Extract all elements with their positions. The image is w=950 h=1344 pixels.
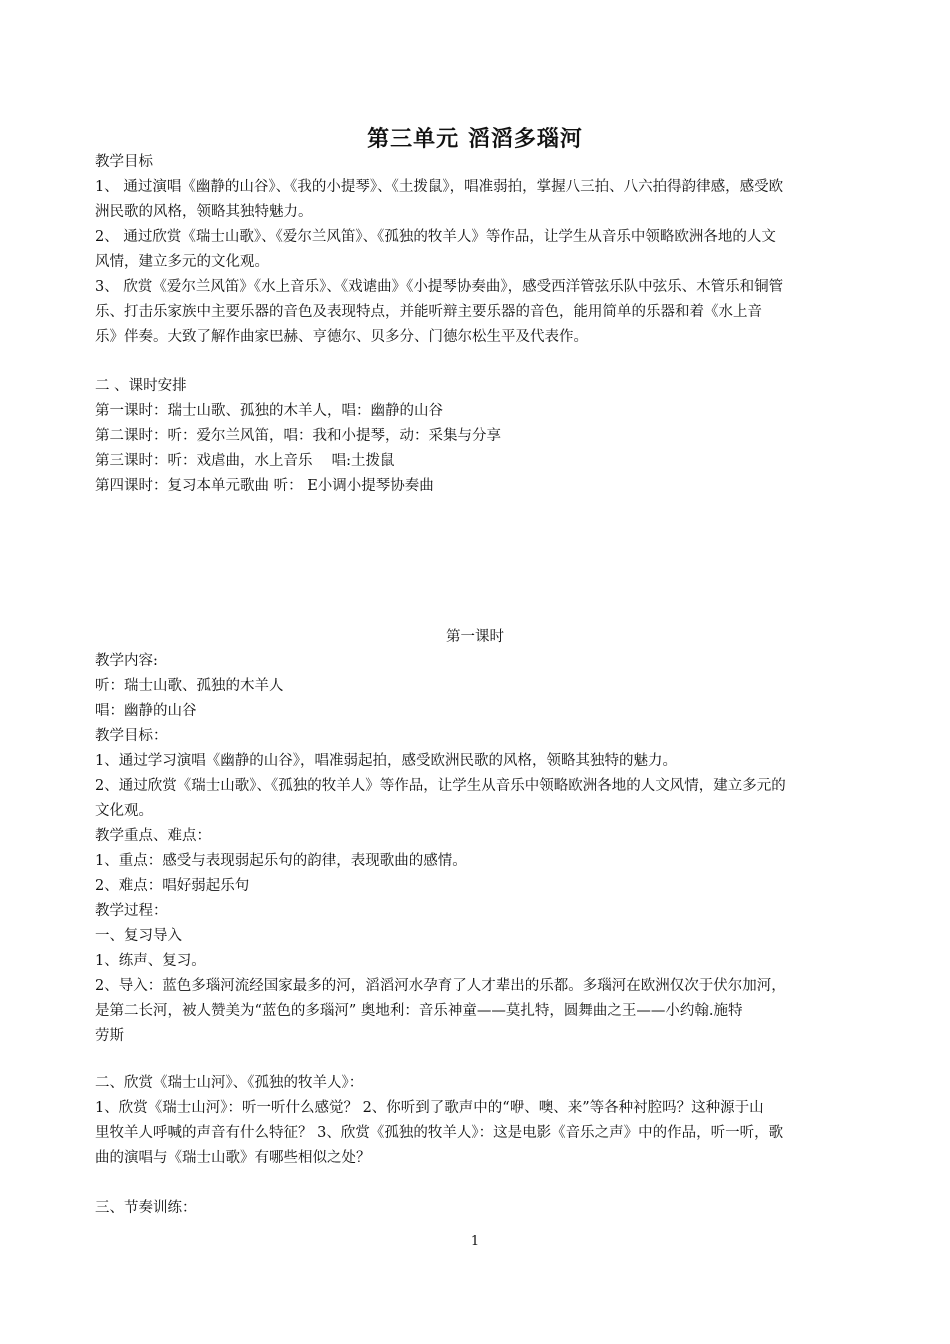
goal-1-line-1: 1、 通过演唱《幽静的山谷》、《我的小提琴》、《土拨鼠》，唱准弱拍，掌握八三拍、八六拍得韵律感，感受欧: [95, 179, 784, 195]
goal-1-line-2: 洲民歌的风格，领略其独特魅力。: [95, 204, 313, 220]
schedule-item: 第三课时：听：戏虐曲，水上音乐 唱:土拨鼠: [95, 453, 395, 469]
lesson-line: 2、导入：蓝色多瑙河流经国家最多的河，滔滔河水孕育了人才辈出的乐都。多瑙河在欧洲仅次于伏尔加河，: [95, 978, 786, 994]
section-2-line: 1、欣赏《瑞士山河》：听一听什么感觉？ 2、你听到了歌声中的“咿、噢、来”等各种衬腔吗？这种源于山: [95, 1100, 764, 1116]
schedule-item: 第四课时：复习本单元歌曲 听： E小调小提琴协奏曲: [95, 478, 434, 494]
lesson-line: 文化观。: [95, 803, 153, 819]
lesson-line: 1、重点：感受与表现弱起乐句的韵律，表现歌曲的感情。: [95, 853, 467, 869]
schedule-heading: 二 、课时安排: [95, 378, 187, 394]
lesson-1-body: [95, 649, 865, 1049]
section-2: [95, 1071, 865, 1171]
lesson-line: 是第二长河，被人赞美为“蓝色的多瑙河” 奥地利：音乐神童——莫扎特，圆舞曲之王——小约翰.施特: [95, 1003, 743, 1019]
goals-heading: 教学目标: [95, 154, 153, 170]
section-2-heading: 二、欣赏《瑞士山河》、《孤独的牧羊人》：: [95, 1075, 364, 1091]
section-2-line: 曲的演唱与《瑞士山歌》有哪些相似之处？: [95, 1150, 371, 1166]
section-3: [95, 1196, 865, 1221]
lesson-line: 教学内容:: [95, 653, 158, 669]
lesson-line: 2、难点：唱好弱起乐句: [95, 878, 250, 894]
goal-3-line-1: 3、 欣赏《爱尔兰风笛》《水上音乐》、《戏谑曲》《小提琴协奏曲》，感受西洋管弦乐队中弦乐、木管乐和铜管: [95, 279, 784, 295]
schedule-section: [95, 374, 865, 499]
goal-2-line-1: 2、 通过欣赏《瑞士山歌》、《爱尔兰风笛》、《孤独的牧羊人》等作品，让学生从音乐中领略欧洲各地的人文: [95, 229, 776, 245]
unit-title: 第三单元 滔滔多瑙河: [367, 126, 583, 152]
page-number: 1: [470, 1234, 480, 1249]
goal-3-line-2: 乐、打击乐家族中主要乐器的音色及表现特点，并能听辩主要乐器的音色，能用简单的乐器和着《水上音: [95, 304, 762, 320]
goal-3-line-3: 乐》伴奏。大致了解作曲家巴赫、亨德尔、贝多分、门德尔松生平及代表作。: [95, 329, 588, 345]
lesson-line: 劳斯: [95, 1028, 124, 1044]
lesson-line: 2、通过欣赏《瑞士山歌》、《孤独的牧羊人》等作品，让学生从音乐中领略欧洲各地的人文风情，建立多元的: [95, 778, 786, 794]
lesson-line: 一、复习导入: [95, 928, 182, 944]
lesson-line: 1、练声、复习。: [95, 953, 206, 969]
teaching-goals-section: [95, 150, 865, 350]
lesson-line: 听：瑞士山歌、孤独的木羊人: [95, 678, 284, 694]
section-3-heading: 三、节奏训练：: [95, 1200, 197, 1216]
lesson-line: 教学过程：: [95, 903, 168, 919]
schedule-item: 第二课时：听：爱尔兰风笛，唱：我和小提琴，动：采集与分享: [95, 428, 501, 444]
lesson-1-title: 第一课时: [446, 629, 504, 645]
goal-2-line-2: 风情，建立多元的文化观。: [95, 254, 269, 270]
lesson-line: 教学重点、难点：: [95, 828, 211, 844]
section-2-line: 里牧羊人呼喊的声音有什么特征？ 3、欣赏《孤独的牧羊人》：这是电影《音乐之声》中的作品，听一听，歌: [95, 1125, 784, 1141]
lesson-line: 唱：幽静的山谷: [95, 703, 197, 719]
lesson-line: 教学目标：: [95, 728, 168, 744]
schedule-item: 第一课时：瑞士山歌、孤独的木羊人，唱：幽静的山谷: [95, 403, 443, 419]
lesson-line: 1、通过学习演唱《幽静的山谷》，唱准弱起拍，感受欧洲民歌的风格，领略其独特的魅力。: [95, 753, 677, 769]
